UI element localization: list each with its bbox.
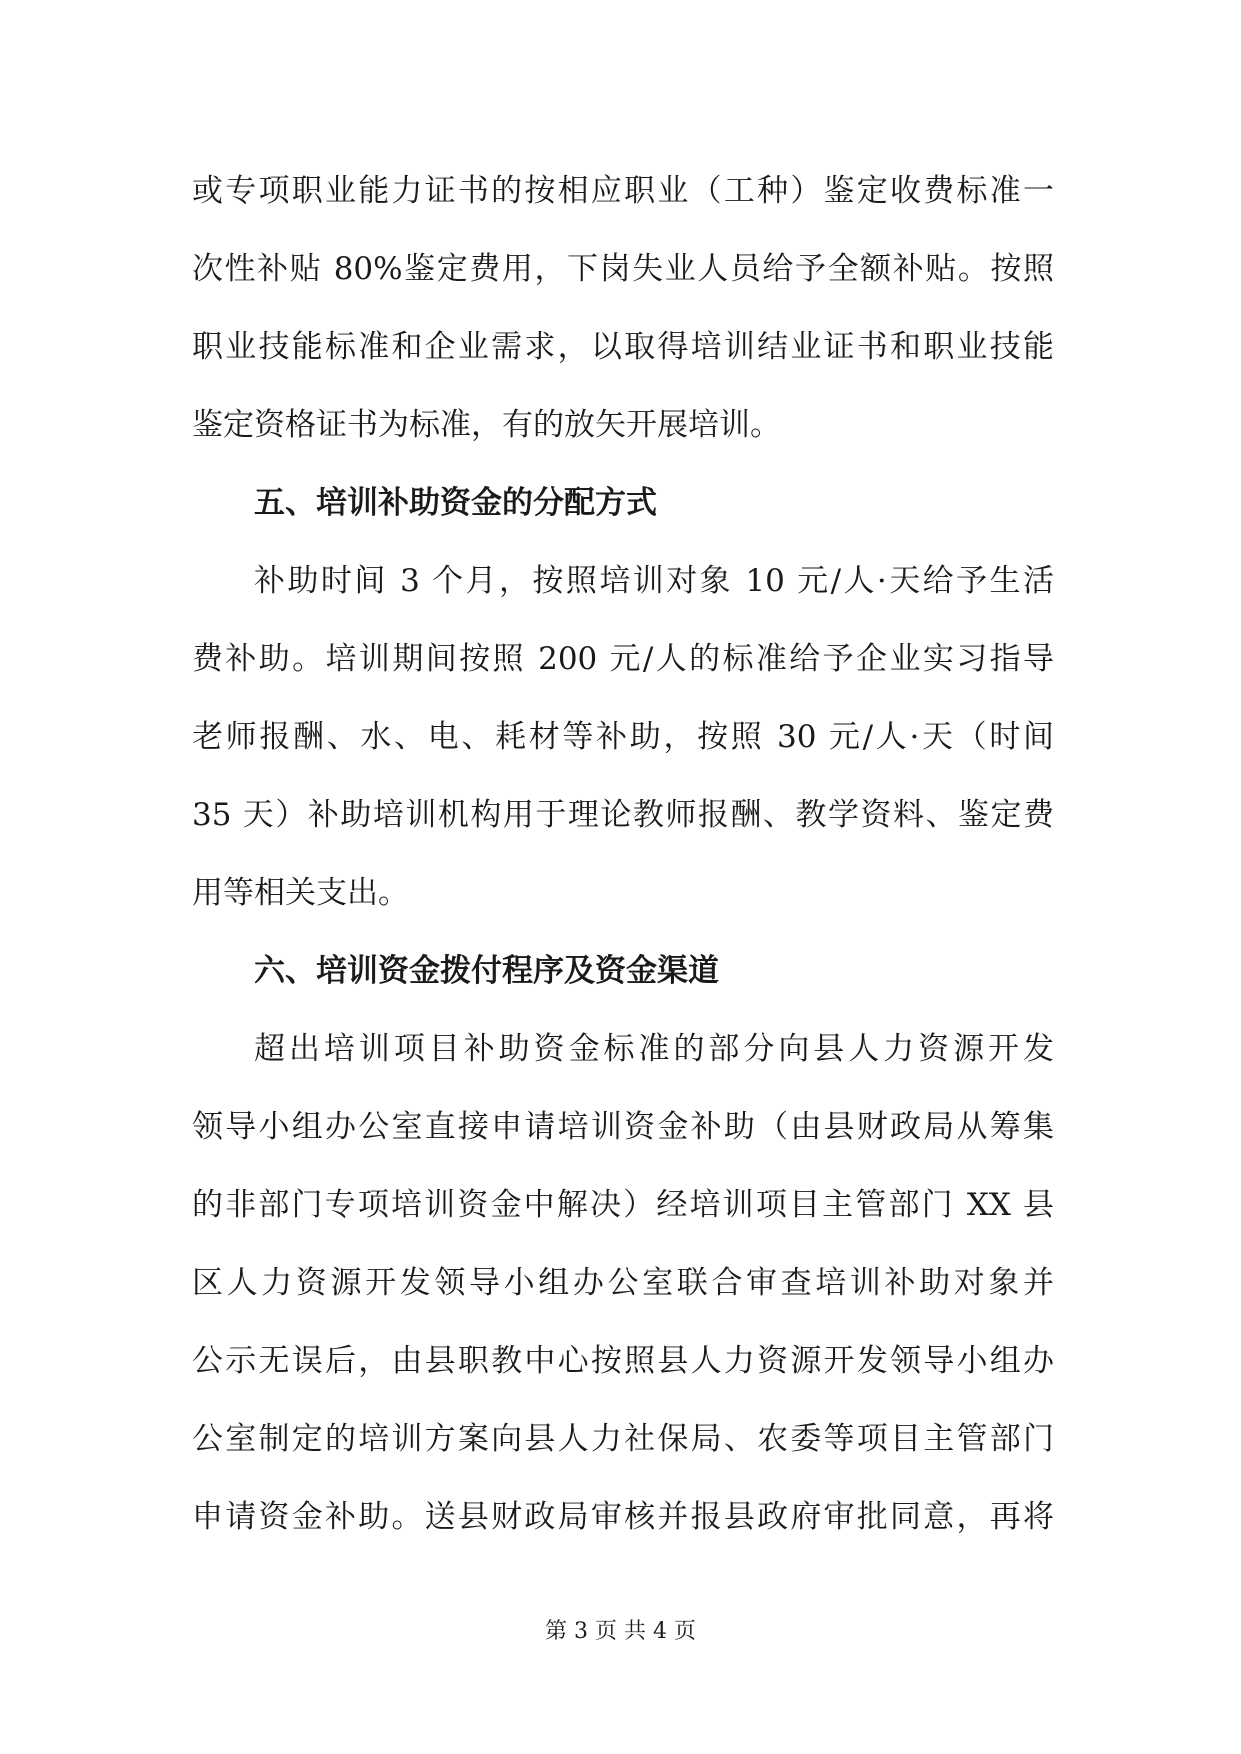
section-heading: 六、培训资金拨付程序及资金渠道 xyxy=(254,953,719,989)
body-line: 公示无误后，由县职教中心按照县人力资源开发领导小组办 xyxy=(192,1343,1054,1379)
body-line: 鉴定资格证书为标准，有的放矢开展培训。 xyxy=(192,407,781,443)
body-line: 职业技能标准和企业需求，以取得培训结业证书和职业技能 xyxy=(192,329,1054,365)
body-line: 补助时间 3 个月，按照培训对象 10 元/人·天给予生活 xyxy=(254,563,1054,599)
body-line: 或专项职业能力证书的按相应职业（工种）鉴定收费标准一 xyxy=(192,173,1054,209)
body-line: 费补助。培训期间按照 200 元/人的标准给予企业实习指导 xyxy=(192,641,1054,677)
body-line: 用等相关支出。 xyxy=(192,875,409,911)
document-body xyxy=(192,152,1054,1556)
body-line: 的非部门专项培训资金中解决）经培训项目主管部门 XX 县 xyxy=(192,1187,1054,1223)
body-line: 区人力资源开发领导小组办公室联合审查培训补助对象并 xyxy=(192,1265,1054,1301)
body-line: 老师报酬、水、电、耗材等补助，按照 30 元/人·天（时间 xyxy=(192,719,1054,755)
section-heading: 五、培训补助资金的分配方式 xyxy=(254,485,657,521)
page-number-footer: 第 3 页 共 4 页 xyxy=(545,1619,696,1644)
body-line: 35 天）补助培训机构用于理论教师报酬、教学资料、鉴定费 xyxy=(192,797,1054,833)
body-line: 次性补贴 80%鉴定费用，下岗失业人员给予全额补贴。按照 xyxy=(192,251,1054,287)
body-line: 申请资金补助。送县财政局审核并报县政府审批同意，再将 xyxy=(192,1499,1054,1535)
body-line: 公室制定的培训方案向县人力社保局、农委等项目主管部门 xyxy=(192,1421,1054,1457)
body-line: 超出培训项目补助资金标准的部分向县人力资源开发 xyxy=(254,1031,1054,1067)
body-line: 领导小组办公室直接申请培训资金补助（由县财政局从筹集 xyxy=(192,1109,1054,1145)
